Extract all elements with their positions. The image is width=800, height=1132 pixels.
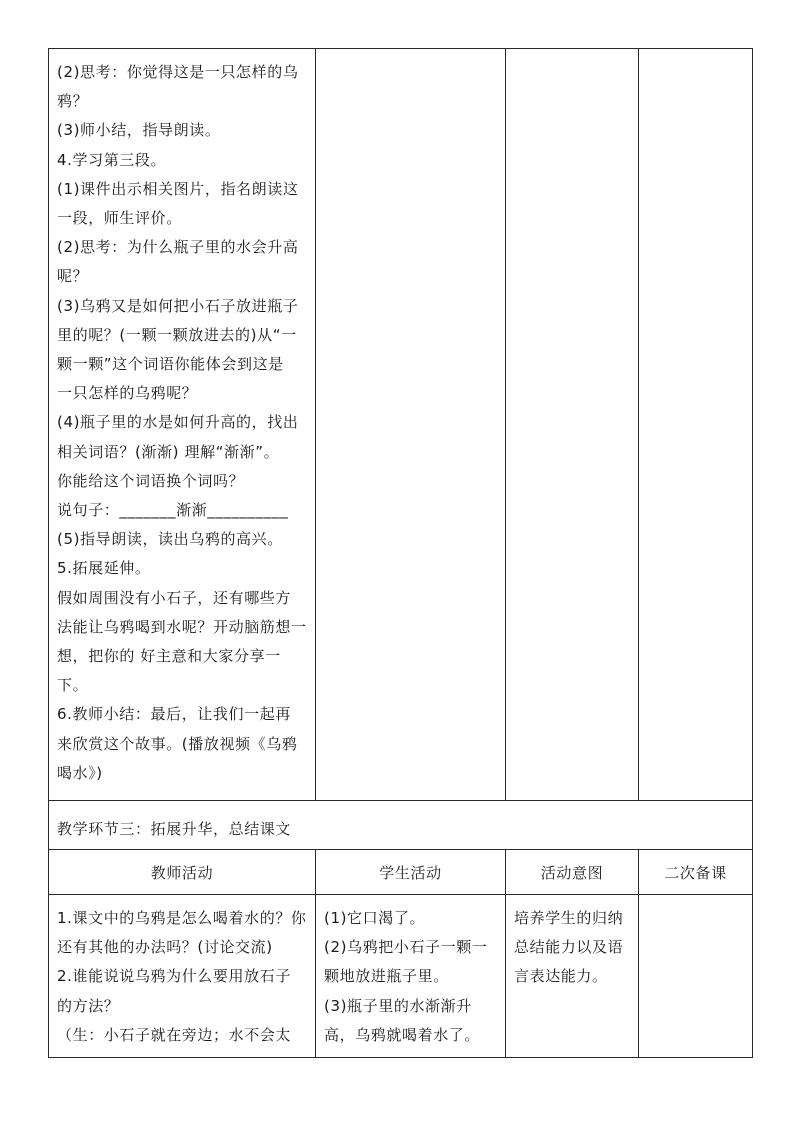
header-student-activity: 学生活动: [316, 850, 506, 895]
text-line: (2)思考：为什么瓶子里的水会升高: [57, 238, 299, 257]
text-line: 言表达能力。: [514, 967, 608, 986]
text-line: 5.拓展延伸。: [57, 559, 151, 578]
header-row: [49, 850, 753, 895]
text-line: 鸦？: [57, 92, 89, 111]
text-line: 培养学生的归纳: [514, 909, 624, 927]
text-line: (2)乌鸦把小石子一颗一: [324, 938, 488, 957]
text-line: 2.谁能说说乌鸦为什么要用放石子: [57, 967, 291, 986]
text-line: 说句子：_______渐渐__________: [57, 501, 289, 520]
text-line: (4)瓶子里的水是如何升高的，找出: [57, 413, 299, 432]
second-prep-cell: [639, 895, 753, 1058]
activity-row-continued: [49, 49, 753, 801]
text-line: (3)乌鸦又是如何把小石子放进瓶子: [57, 296, 299, 315]
lesson-plan-table: [48, 48, 753, 1058]
header-second-prep: 二次备课: [639, 850, 753, 895]
header-activity-intent: 活动意图: [506, 850, 639, 895]
activity-row: [49, 895, 753, 1058]
text-line: 总结能力以及语: [514, 938, 624, 957]
text-line: (3)瓶子里的水渐渐升: [324, 996, 472, 1015]
section-title: 教学环节三：拓展升华，总结课文: [57, 820, 292, 838]
section-title-row: [49, 801, 753, 850]
text-line: 法能让乌鸦喝到水呢？开动脑筋想一: [57, 617, 307, 636]
text-line: 4.学习第三段。: [57, 150, 167, 169]
second-prep-cell: [639, 49, 753, 801]
text-line: 颗一颗”这个词语你能体会到这是: [57, 355, 284, 374]
text-line: (5)指导朗读，读出乌鸦的高兴。: [57, 530, 283, 549]
activity-intent-cell: [506, 895, 639, 1058]
text-line: 你能给这个词语换个词吗？: [57, 471, 245, 490]
text-line: 下。: [57, 676, 89, 695]
activity-intent-text: [506, 895, 638, 998]
text-line: 里的呢？(一颗一颗放进去的)从“一: [57, 325, 297, 344]
teacher-activity-cell: [49, 49, 316, 801]
text-line: 6.教师小结：最后，让我们一起再: [57, 705, 291, 724]
text-line: (1)课件出示相关图片，指名朗读这: [57, 179, 299, 198]
section-title-cell: [49, 801, 753, 850]
student-activity-cell: [316, 49, 506, 801]
text-line: (2)思考：你觉得这是一只怎样的乌: [57, 63, 299, 81]
text-line: （生：小石子就在旁边；水不会太: [57, 1025, 292, 1044]
text-line: 相关词语？(渐渐) 理解“渐渐”。: [57, 442, 280, 461]
header-teacher-activity: 教师活动: [49, 850, 316, 895]
text-line: 1.课文中的乌鸦是怎么喝着水的？你: [57, 909, 307, 927]
text-line: (1)它口渴了。: [324, 909, 426, 927]
text-line: 颗地放进瓶子里。: [324, 967, 449, 986]
text-line: 还有其他的办法吗？(讨论交流): [57, 938, 273, 957]
teacher-activity-text: [49, 49, 315, 794]
text-line: 来欣赏这个故事。(播放视频《乌鸦: [57, 734, 298, 753]
text-line: 呢？: [57, 267, 89, 286]
text-line: 高，乌鸦就喝着水了。: [324, 1025, 481, 1044]
text-line: (3)师小结，指导朗读。: [57, 121, 221, 140]
text-line: 的方法？: [57, 996, 120, 1015]
text-line: 想，把你的 好主意和大家分享一: [57, 647, 281, 666]
text-line: 一只怎样的乌鸦呢？: [57, 384, 198, 403]
text-line: 喝水》): [57, 763, 103, 782]
activity-intent-cell: [506, 49, 639, 801]
text-line: 假如周围没有小石子，还有哪些方: [57, 588, 292, 607]
student-activity-text: [316, 895, 505, 1056]
student-activity-cell: [316, 895, 506, 1058]
teacher-activity-text: [49, 895, 315, 1056]
teacher-activity-cell: [49, 895, 316, 1058]
text-line: 一段，师生评价。: [57, 209, 182, 228]
